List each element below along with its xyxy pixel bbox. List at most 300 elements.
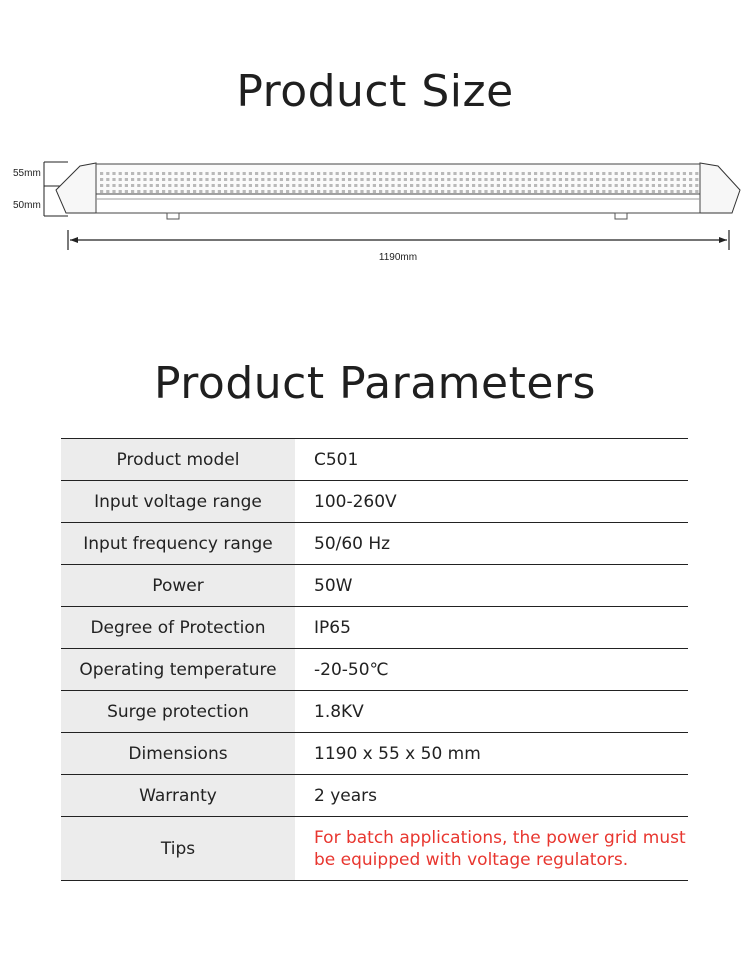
led-dot: [243, 184, 246, 187]
led-dot: [323, 178, 326, 181]
led-dot: [441, 178, 444, 181]
led-dot: [286, 184, 289, 187]
led-dot: [274, 184, 277, 187]
led-dot: [546, 178, 549, 181]
led-dot: [515, 190, 518, 193]
led-dot: [559, 178, 562, 181]
led-dot: [602, 184, 605, 187]
led-dot: [565, 178, 568, 181]
led-dot: [243, 178, 246, 181]
led-dot: [342, 184, 345, 187]
led-dot: [577, 184, 580, 187]
length-dimension-label: 1190mm: [378, 252, 418, 263]
led-dot: [571, 184, 574, 187]
table-row: [61, 649, 688, 691]
led-dot: [168, 178, 171, 181]
led-dot: [261, 184, 264, 187]
led-dot: [447, 190, 450, 193]
led-dot: [181, 184, 184, 187]
led-dot: [280, 190, 283, 193]
led-dot: [311, 172, 314, 175]
led-dot: [497, 172, 500, 175]
led-dot: [205, 190, 208, 193]
led-dot: [112, 172, 115, 175]
led-dot: [559, 184, 562, 187]
led-dot: [453, 184, 456, 187]
led-dot: [119, 190, 122, 193]
led-dot: [360, 190, 363, 193]
led-dot: [422, 190, 425, 193]
led-dot: [596, 172, 599, 175]
led-dot: [100, 190, 103, 193]
led-dot: [509, 190, 512, 193]
led-dot: [683, 178, 686, 181]
led-dot: [466, 172, 469, 175]
led-dot: [131, 172, 134, 175]
led-dot: [168, 184, 171, 187]
led-dot: [218, 172, 221, 175]
led-dot: [695, 178, 698, 181]
led-dot: [416, 190, 419, 193]
led-dot: [398, 190, 401, 193]
led-dot: [577, 178, 580, 181]
led-dot: [156, 172, 159, 175]
led-dot: [373, 184, 376, 187]
led-dot: [174, 178, 177, 181]
led-dot: [546, 172, 549, 175]
led-dot: [584, 184, 587, 187]
led-dot: [404, 190, 407, 193]
led-dot: [112, 178, 115, 181]
led-dot: [224, 178, 227, 181]
light-bar-fixture: [56, 163, 740, 219]
led-dot: [379, 184, 382, 187]
led-dot: [100, 184, 103, 187]
param-label: Tips: [61, 817, 295, 881]
led-dot: [621, 184, 624, 187]
led-dot: [447, 178, 450, 181]
led-dot: [590, 190, 593, 193]
led-dot: [677, 190, 680, 193]
led-dot: [230, 184, 233, 187]
table-row: [61, 439, 688, 481]
table-row: [61, 733, 688, 775]
table-row: [61, 817, 688, 881]
led-dot: [193, 178, 196, 181]
led-dot: [106, 184, 109, 187]
led-dot: [298, 190, 301, 193]
led-dot: [218, 178, 221, 181]
led-dot: [664, 184, 667, 187]
led-dot: [435, 172, 438, 175]
led-dot: [348, 172, 351, 175]
led-dot: [410, 184, 413, 187]
led-dot: [540, 190, 543, 193]
table-row: [61, 565, 688, 607]
led-dot: [137, 178, 140, 181]
led-dot: [627, 172, 630, 175]
led-dot: [460, 172, 463, 175]
led-dot: [491, 184, 494, 187]
led-dot: [193, 184, 196, 187]
led-dot: [373, 172, 376, 175]
led-dot: [329, 172, 332, 175]
led-dot: [156, 184, 159, 187]
led-dot: [658, 190, 661, 193]
led-dot: [615, 184, 618, 187]
led-dot: [379, 190, 382, 193]
led-dot: [187, 172, 190, 175]
led-dot: [391, 178, 394, 181]
led-dot: [602, 172, 605, 175]
led-dot: [367, 184, 370, 187]
led-dot: [236, 184, 239, 187]
led-dot: [162, 184, 165, 187]
led-dot: [484, 184, 487, 187]
led-dot: [646, 184, 649, 187]
led-dot: [658, 178, 661, 181]
led-dot: [553, 178, 556, 181]
led-dot: [615, 178, 618, 181]
led-dot: [627, 190, 630, 193]
led-dot: [478, 184, 481, 187]
led-dot: [243, 172, 246, 175]
led-dot: [317, 172, 320, 175]
led-dot: [534, 178, 537, 181]
led-dot: [453, 178, 456, 181]
led-dot: [441, 184, 444, 187]
led-dot: [602, 178, 605, 181]
led-dot: [162, 178, 165, 181]
led-dot: [230, 172, 233, 175]
led-dot: [224, 190, 227, 193]
led-dot: [143, 184, 146, 187]
led-dot: [329, 184, 332, 187]
led-dot: [404, 178, 407, 181]
led-dot: [292, 178, 295, 181]
led-dot: [168, 172, 171, 175]
led-dot: [639, 178, 642, 181]
led-dot: [429, 184, 432, 187]
led-dot: [119, 184, 122, 187]
led-dot: [112, 190, 115, 193]
led-dot: [670, 178, 673, 181]
led-dot: [441, 190, 444, 193]
led-dot: [317, 178, 320, 181]
led-dot: [379, 178, 382, 181]
led-dot: [317, 184, 320, 187]
param-value: 2 years: [295, 775, 688, 817]
led-dot: [478, 178, 481, 181]
table-row: [61, 481, 688, 523]
led-dot: [342, 178, 345, 181]
led-dot: [497, 190, 500, 193]
led-dot: [509, 172, 512, 175]
led-dot: [683, 190, 686, 193]
led-dot: [639, 184, 642, 187]
led-dot: [106, 172, 109, 175]
led-dot: [336, 190, 339, 193]
led-dot: [646, 172, 649, 175]
led-dot: [447, 172, 450, 175]
led-dot: [379, 172, 382, 175]
led-dot: [305, 178, 308, 181]
product-parameters-title: Product Parameters: [154, 358, 596, 409]
led-dot: [670, 190, 673, 193]
led-dot: [131, 190, 134, 193]
led-dot: [571, 178, 574, 181]
led-dot: [571, 190, 574, 193]
depth-dimension-label: 50mm: [13, 200, 41, 211]
led-dot: [577, 190, 580, 193]
led-dot: [100, 172, 103, 175]
led-dot: [267, 184, 270, 187]
led-dot: [205, 184, 208, 187]
led-dot: [683, 172, 686, 175]
param-label: Dimensions: [61, 733, 295, 775]
led-dot: [621, 190, 624, 193]
led-dot: [491, 190, 494, 193]
led-dot: [168, 190, 171, 193]
led-dot: [416, 178, 419, 181]
led-dot: [224, 172, 227, 175]
led-dot: [416, 172, 419, 175]
led-dot: [652, 184, 655, 187]
led-dot: [484, 178, 487, 181]
led-dot: [274, 178, 277, 181]
led-dot: [460, 178, 463, 181]
led-dot: [652, 172, 655, 175]
led-dot: [261, 190, 264, 193]
led-dot: [435, 178, 438, 181]
param-label: Surge protection: [61, 691, 295, 733]
led-dot: [621, 178, 624, 181]
led-dot: [106, 178, 109, 181]
led-dot: [410, 172, 413, 175]
led-dot: [174, 172, 177, 175]
led-dot: [565, 190, 568, 193]
led-dot: [596, 184, 599, 187]
led-dot: [249, 178, 252, 181]
led-dot: [447, 184, 450, 187]
led-dot: [336, 184, 339, 187]
param-value: IP65: [295, 607, 688, 649]
led-dot: [484, 190, 487, 193]
tips-warning-text: For batch applications, the power grid must be equipped with voltage regulators.: [295, 817, 688, 881]
led-dot: [348, 178, 351, 181]
led-dot: [323, 190, 326, 193]
led-dot: [422, 178, 425, 181]
led-dot: [311, 190, 314, 193]
led-dot: [627, 178, 630, 181]
led-dot: [664, 172, 667, 175]
led-dot: [540, 184, 543, 187]
led-dot: [652, 178, 655, 181]
led-dot: [292, 172, 295, 175]
led-dot: [274, 172, 277, 175]
led-dot: [553, 172, 556, 175]
led-dot: [137, 172, 140, 175]
led-dot: [416, 184, 419, 187]
led-dot: [261, 172, 264, 175]
led-dot: [472, 172, 475, 175]
led-dot: [187, 190, 190, 193]
led-dot: [367, 178, 370, 181]
led-dot: [658, 184, 661, 187]
led-dot: [410, 190, 413, 193]
led-dot: [460, 190, 463, 193]
led-dot: [280, 172, 283, 175]
led-dot: [422, 184, 425, 187]
led-dot: [546, 190, 549, 193]
led-dot: [305, 184, 308, 187]
led-dot: [695, 184, 698, 187]
led-dot: [218, 190, 221, 193]
led-dot: [181, 172, 184, 175]
led-dot: [354, 190, 357, 193]
led-dot: [360, 172, 363, 175]
product-size-diagram: [0, 150, 750, 280]
led-dot: [156, 190, 159, 193]
led-dot: [398, 184, 401, 187]
led-dot: [515, 184, 518, 187]
led-dot: [360, 178, 363, 181]
led-dot: [584, 178, 587, 181]
led-dot: [429, 190, 432, 193]
led-dot: [478, 190, 481, 193]
led-dot: [608, 172, 611, 175]
param-value: 100-260V: [295, 481, 688, 523]
led-dot: [491, 172, 494, 175]
led-dot: [503, 190, 506, 193]
led-dot: [298, 178, 301, 181]
led-dot: [150, 184, 153, 187]
led-dot: [553, 190, 556, 193]
led-dot: [373, 178, 376, 181]
led-dot: [689, 184, 692, 187]
led-dot: [131, 178, 134, 181]
led-dot: [125, 178, 128, 181]
led-dot: [230, 178, 233, 181]
led-dot: [162, 190, 165, 193]
led-dot: [689, 190, 692, 193]
led-dot: [305, 172, 308, 175]
led-dot: [546, 184, 549, 187]
led-dot: [280, 178, 283, 181]
led-dot: [205, 172, 208, 175]
table-row: [61, 775, 688, 817]
led-dot: [286, 172, 289, 175]
led-dot: [515, 178, 518, 181]
led-dot: [181, 178, 184, 181]
product-size-title: Product Size: [236, 66, 514, 117]
led-dot: [329, 178, 332, 181]
led-dot: [646, 178, 649, 181]
led-dot: [534, 172, 537, 175]
led-dot: [286, 178, 289, 181]
led-dot: [522, 190, 525, 193]
led-dot: [398, 172, 401, 175]
led-dot: [181, 190, 184, 193]
led-dot: [212, 172, 215, 175]
led-dot: [689, 178, 692, 181]
led-dot: [453, 190, 456, 193]
led-dot: [540, 172, 543, 175]
led-dot: [199, 172, 202, 175]
led-dot: [522, 184, 525, 187]
led-dot: [472, 184, 475, 187]
led-dot: [100, 178, 103, 181]
led-dot: [286, 190, 289, 193]
led-dot: [522, 172, 525, 175]
led-dot: [119, 178, 122, 181]
led-dot: [559, 190, 562, 193]
led-dot: [162, 172, 165, 175]
led-dot: [466, 190, 469, 193]
led-dot: [230, 190, 233, 193]
led-dot: [596, 178, 599, 181]
led-dot: [391, 190, 394, 193]
led-dot: [534, 184, 537, 187]
led-dot: [484, 172, 487, 175]
led-dot: [608, 190, 611, 193]
led-dot: [119, 172, 122, 175]
led-dot: [522, 178, 525, 181]
led-dot: [261, 178, 264, 181]
led-dot: [602, 190, 605, 193]
led-dot: [435, 190, 438, 193]
led-dot: [193, 172, 196, 175]
led-dot: [354, 184, 357, 187]
led-dot: [590, 172, 593, 175]
led-dot: [391, 184, 394, 187]
led-dot: [267, 172, 270, 175]
led-dot: [348, 190, 351, 193]
param-label: Degree of Protection: [61, 607, 295, 649]
led-dot: [305, 190, 308, 193]
led-dot: [677, 172, 680, 175]
led-dot: [503, 184, 506, 187]
led-dot: [515, 172, 518, 175]
led-dot: [398, 178, 401, 181]
led-dot: [249, 190, 252, 193]
led-dot: [255, 178, 258, 181]
led-dot: [664, 190, 667, 193]
led-dot: [497, 184, 500, 187]
led-dot: [466, 184, 469, 187]
led-dot: [385, 190, 388, 193]
led-dot: [385, 178, 388, 181]
length-dimension-lines: [68, 230, 729, 250]
table-row: [61, 607, 688, 649]
led-dot: [236, 178, 239, 181]
led-dot: [503, 172, 506, 175]
param-value: 50W: [295, 565, 688, 607]
led-dot: [193, 190, 196, 193]
led-dot: [255, 190, 258, 193]
height-dimension-label: 55mm: [13, 168, 41, 179]
led-dot: [348, 184, 351, 187]
led-dot: [323, 184, 326, 187]
led-dot: [491, 178, 494, 181]
led-dot: [596, 190, 599, 193]
param-label: Operating temperature: [61, 649, 295, 691]
led-dot: [677, 184, 680, 187]
led-dot: [627, 184, 630, 187]
led-dot: [131, 184, 134, 187]
led-dot: [106, 190, 109, 193]
led-dot: [199, 178, 202, 181]
